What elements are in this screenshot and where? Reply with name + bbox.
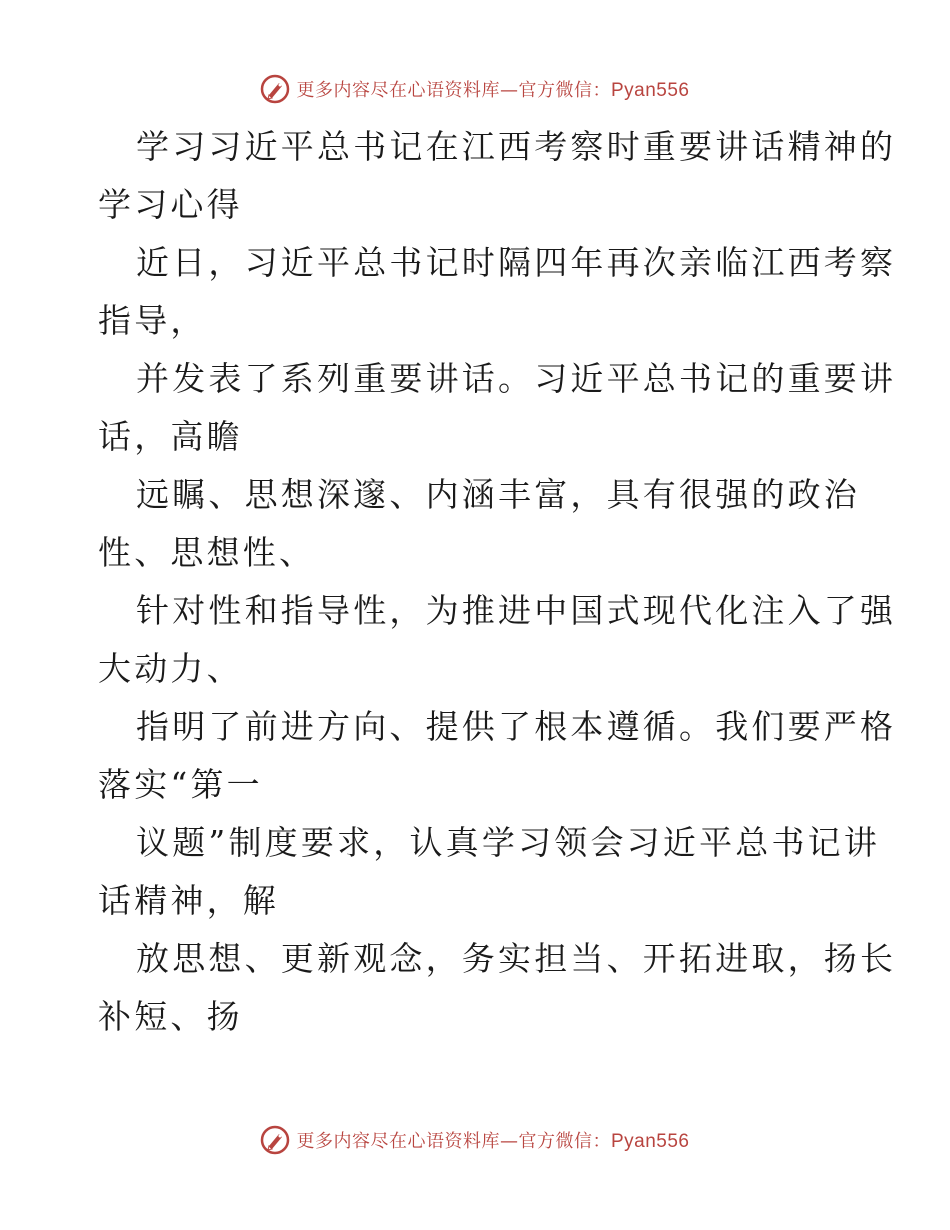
document-line: 议题”制度要求，认真学习领会习近平总书记讲 [136,823,881,862]
document-line: 话精神，解 [98,881,279,920]
document-body [98,118,897,1046]
footer-banner [0,1123,950,1157]
document-line: 指明了前进方向、提供了根本遵循。我们要严格 [136,707,897,746]
footer-banner-text [296,1127,689,1153]
document-line: 学习心得 [98,185,243,224]
footer-banner-secondary: 官方微信： [518,1131,611,1152]
document-line: 大动力、 [98,649,243,688]
header-banner-text [296,76,689,102]
document-line: 并发表了系列重要讲话。习近平总书记的重要讲 [136,359,897,398]
footer-banner-separator: — [499,1131,519,1152]
document-line: 补短、扬 [98,997,243,1036]
document-line: 针对性和指导性，为推进中国式现代化注入了强 [136,591,897,630]
header-banner [0,72,950,106]
document-line: 落实“第一 [98,765,263,804]
pen-nib-logo-icon [260,1125,290,1155]
document-line: 远瞩、思想深邃、内涵丰富，具有很强的政治 [136,475,860,514]
document-line: 近日，习近平总书记时隔四年再次亲临江西考察 [136,243,897,282]
document-line: 指导， [98,301,207,340]
header-banner-main: 更多内容尽在心语资料库 [296,80,500,101]
header-banner-secondary: 官方微信： [518,80,611,101]
pen-nib-logo-icon [260,74,290,104]
document-line: 放思想、更新观念，务实担当、开拓进取，扬长 [136,939,897,978]
header-wechat-id: Pyan556 [610,80,690,101]
footer-banner-main: 更多内容尽在心语资料库 [296,1131,500,1152]
document-line: 学习习近平总书记在江西考察时重要讲话精神的 [136,127,897,166]
document-line: 话，高瞻 [98,417,243,456]
document-line: 性、思想性、 [98,533,316,572]
header-banner-separator: — [499,80,519,101]
footer-wechat-id: Pyan556 [610,1131,690,1152]
